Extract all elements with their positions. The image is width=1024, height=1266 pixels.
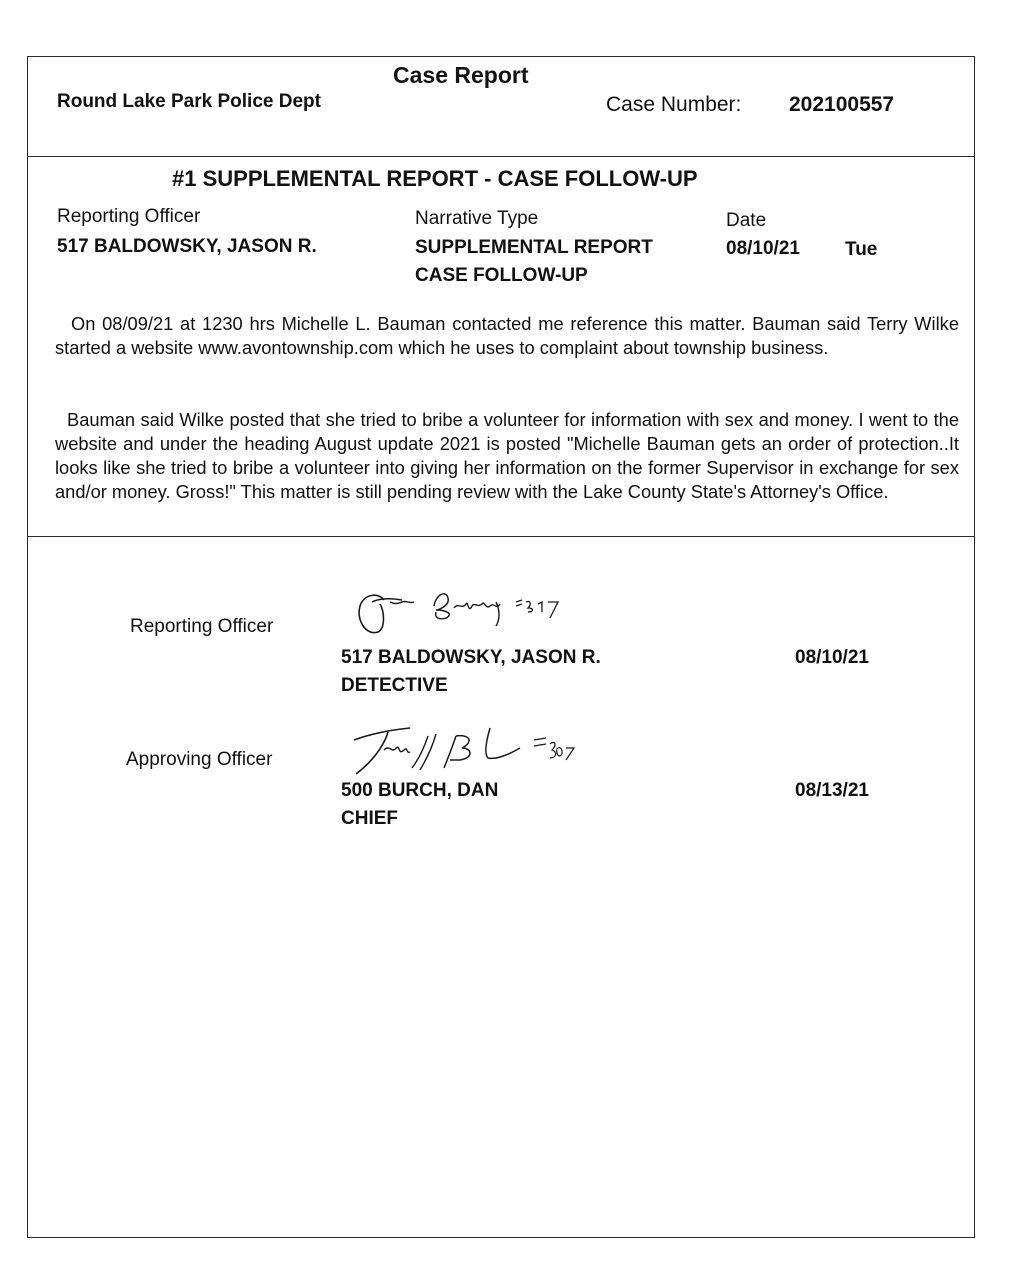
- header-divider: [27, 156, 975, 157]
- case-number: 202100557: [789, 93, 895, 116]
- approving-officer-signature: [340, 718, 580, 784]
- narrative-type-line1: SUPPLEMENTAL REPORT: [415, 237, 653, 258]
- signature-approving-label: Approving Officer: [126, 749, 273, 770]
- narrative-divider: [27, 536, 975, 537]
- report-date: 08/10/21: [726, 238, 800, 259]
- narrative-paragraph-2: Bauman said Wilke posted that she tried to bribe a volunteer for information with sex and money. I went to the website and under the heading August update 2021 is posted "Michelle Bauman gets an order of protection..It looks like she tried to bribe a volunteer into giving her information on the former Supervisor in exchange for sex and/or money. Gross!" This matter is still pending review with the Lake County State's Attorney's Office.: [55, 409, 959, 502]
- narrative-paragraph-1: On 08/09/21 at 1230 hrs Michelle L. Bauman contacted me reference this matter. Bauman said Terry Wilke started a website www.avontownship.com which he uses to complaint about township business.: [55, 313, 959, 358]
- report-day: Tue: [845, 239, 878, 260]
- department-name: Round Lake Park Police Dept: [57, 91, 321, 112]
- signature-approving-name: 500 BURCH, DAN: [341, 780, 499, 801]
- narrative-type-label: Narrative Type: [415, 208, 539, 229]
- reporting-officer-signature: [350, 580, 570, 644]
- date-label: Date: [726, 210, 767, 231]
- report-title: Case Report: [393, 62, 529, 88]
- signature-reporting-label: Reporting Officer: [130, 616, 274, 637]
- case-number-label: Case Number:: [606, 93, 742, 116]
- signature-reporting-date: 08/10/21: [795, 647, 869, 668]
- signature-approving-title: CHIEF: [341, 808, 398, 829]
- reporting-officer-name: 517 BALDOWSKY, JASON R.: [57, 236, 317, 257]
- reporting-officer-label: Reporting Officer: [57, 206, 201, 227]
- signature-reporting-name: 517 BALDOWSKY, JASON R.: [341, 647, 601, 668]
- supplemental-title: #1 SUPPLEMENTAL REPORT - CASE FOLLOW-UP: [172, 166, 698, 191]
- narrative-type-line2: CASE FOLLOW-UP: [415, 265, 588, 286]
- signature-reporting-title: DETECTIVE: [341, 675, 448, 696]
- signature-approving-date: 08/13/21: [795, 780, 869, 801]
